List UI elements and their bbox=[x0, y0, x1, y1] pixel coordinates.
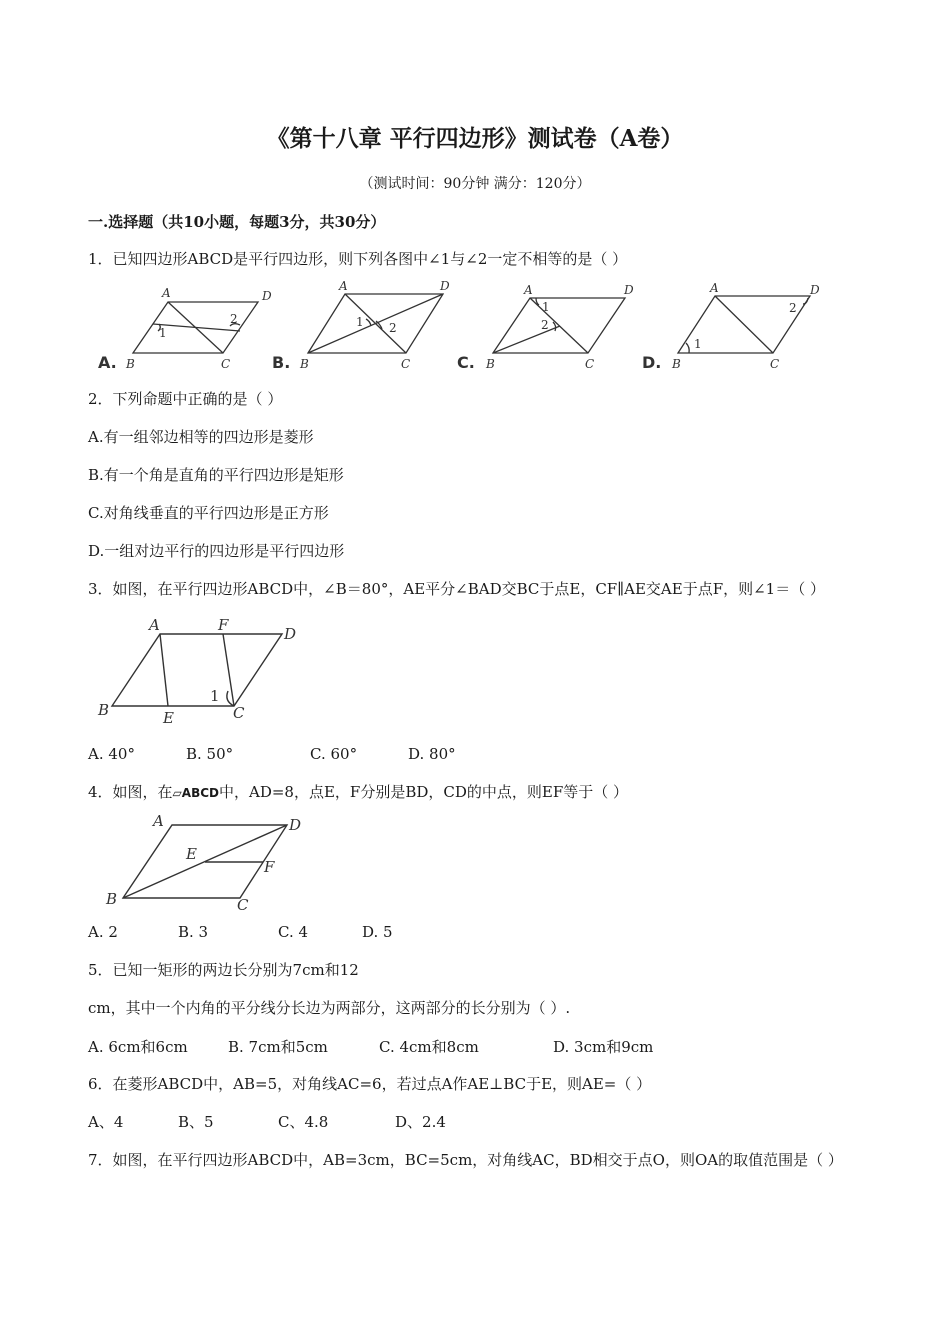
q4-label-f: F bbox=[264, 858, 275, 876]
q1d-angle-2: 2 bbox=[789, 301, 797, 315]
q1a-angle-2: 2 bbox=[230, 312, 238, 326]
q4-label-d: D bbox=[289, 816, 302, 834]
question-7: 7．如图，在平行四边形ABCD中，AB=3cm，BC=5cm，对角线AC，BD相交于点O，则OA的取值范围是（ ） bbox=[88, 1151, 843, 1169]
q1c-label-b: B bbox=[486, 357, 495, 371]
q1d-label-c: C bbox=[770, 357, 780, 371]
q1b-angle-2: 2 bbox=[389, 321, 397, 335]
q4-option-a: A. 2 bbox=[88, 923, 118, 941]
q4-label-b: B bbox=[106, 890, 118, 908]
q3-option-c: C. 60° bbox=[310, 745, 358, 763]
q3-label-f: F bbox=[218, 616, 229, 634]
q5-option-b: B. 7cm和5cm bbox=[228, 1038, 328, 1056]
q4-label-c: C bbox=[237, 896, 249, 914]
q1d-angle-1: 1 bbox=[694, 337, 702, 351]
q3-parallelogram bbox=[112, 634, 282, 706]
q5-option-d: D. 3cm和9cm bbox=[553, 1038, 654, 1056]
q4-text-before: 4．如图，在 bbox=[88, 783, 173, 801]
q1b-label-a: A bbox=[339, 279, 348, 293]
q1b-label-d: D bbox=[440, 279, 450, 293]
q4-text-after: 中，AD=8，点E，F分别是BD，CD的中点，则EF等于（ ） bbox=[218, 783, 628, 801]
q1b-option-letter: B. bbox=[272, 353, 291, 372]
q4-label-e: E bbox=[186, 845, 197, 863]
section-heading: 一.选择题（共10小题，每题3分，共30分） bbox=[88, 213, 386, 231]
question-5-line-1: 5．已知一矩形的两边长分别为7cm和12 bbox=[88, 961, 359, 979]
q4-option-c: C. 4 bbox=[278, 923, 309, 941]
question-2: 2．下列命题中正确的是（ ） bbox=[88, 390, 283, 408]
q1d-label-a: A bbox=[710, 281, 719, 295]
q1a-option-letter: A. bbox=[98, 353, 117, 372]
q1a-angle-1: 1 bbox=[159, 326, 167, 340]
q6-option-d: D、2.4 bbox=[395, 1113, 446, 1131]
q4-label-a: A bbox=[153, 812, 164, 830]
q1c-label-a: A bbox=[524, 283, 533, 297]
q4-parallelogram-symbol: ▱ABCD bbox=[172, 786, 219, 800]
q3-label-c: C bbox=[233, 704, 245, 722]
question-5-line-2: cm，其中一个内角的平分线分长边为两部分，这两部分的长分别为（ ）. bbox=[88, 999, 571, 1017]
q1c-angle-1: 1 bbox=[542, 300, 550, 314]
q1d-label-d: D bbox=[810, 283, 820, 297]
question-4 bbox=[88, 783, 628, 802]
q3-option-a: A. 40° bbox=[88, 745, 135, 763]
q1a-label-b: B bbox=[126, 357, 135, 371]
q3-label-e: E bbox=[163, 709, 174, 727]
q3-label-d: D bbox=[284, 625, 297, 643]
q3-option-d: D. 80° bbox=[408, 745, 456, 763]
q5-option-c: C. 4cm和8cm bbox=[379, 1038, 479, 1056]
q1d-label-b: B bbox=[672, 357, 681, 371]
q4-figure bbox=[100, 812, 330, 912]
q2-option-b: B.有一个角是直角的平行四边形是矩形 bbox=[88, 466, 344, 484]
q1b-label-c: C bbox=[401, 357, 411, 371]
q3-option-b: B. 50° bbox=[186, 745, 234, 763]
page-title: 《第十八章 平行四边形》测试卷（A卷） bbox=[266, 125, 684, 152]
question-6: 6．在菱形ABCD中，AB=5，对角线AC=6，若过点A作AE⊥BC于E，则AE=（ ） bbox=[88, 1075, 652, 1093]
q1d-option-letter: D. bbox=[642, 353, 662, 372]
test-info: （测试时间：90分钟 满分：120分） bbox=[359, 176, 591, 192]
question-3: 3．如图，在平行四边形ABCD中，∠B＝80°，AE平分∠BAD交BC于点E，CF∥AE交AE于点F，则∠1＝（ ） bbox=[88, 580, 825, 598]
q1c-label-c: C bbox=[585, 357, 595, 371]
q4-option-b: B. 3 bbox=[178, 923, 209, 941]
q6-option-c: C、4.8 bbox=[278, 1113, 329, 1131]
q1c-label-d: D bbox=[624, 283, 634, 297]
q1-figures bbox=[0, 280, 950, 380]
q5-option-a: A. 6cm和6cm bbox=[88, 1038, 188, 1056]
q3-figure bbox=[95, 615, 315, 725]
q1b-angle-1: 1 bbox=[356, 315, 364, 329]
q2-option-a: A.有一组邻边相等的四边形是菱形 bbox=[88, 428, 314, 446]
q1b-label-b: B bbox=[300, 357, 309, 371]
q6-option-b: B、5 bbox=[178, 1113, 214, 1131]
question-1: 1．已知四边形ABCD是平行四边形，则下列各图中∠1与∠2一定不相等的是（ ） bbox=[88, 250, 628, 268]
q3-angle-1: 1 bbox=[210, 687, 220, 705]
q1c-option-letter: C. bbox=[457, 353, 475, 372]
q1a-label-d: D bbox=[262, 289, 272, 303]
q6-option-a: A、4 bbox=[88, 1113, 124, 1131]
q1c-angle-2: 2 bbox=[541, 318, 549, 332]
q2-option-d: D.一组对边平行的四边形是平行四边形 bbox=[88, 542, 345, 560]
q1a-label-a: A bbox=[162, 286, 171, 300]
q3-label-a: A bbox=[149, 616, 160, 634]
q2-option-c: C.对角线垂直的平行四边形是正方形 bbox=[88, 504, 329, 522]
q1a-label-c: C bbox=[221, 357, 231, 371]
q3-label-b: B bbox=[98, 701, 110, 719]
q4-option-d: D. 5 bbox=[362, 923, 393, 941]
